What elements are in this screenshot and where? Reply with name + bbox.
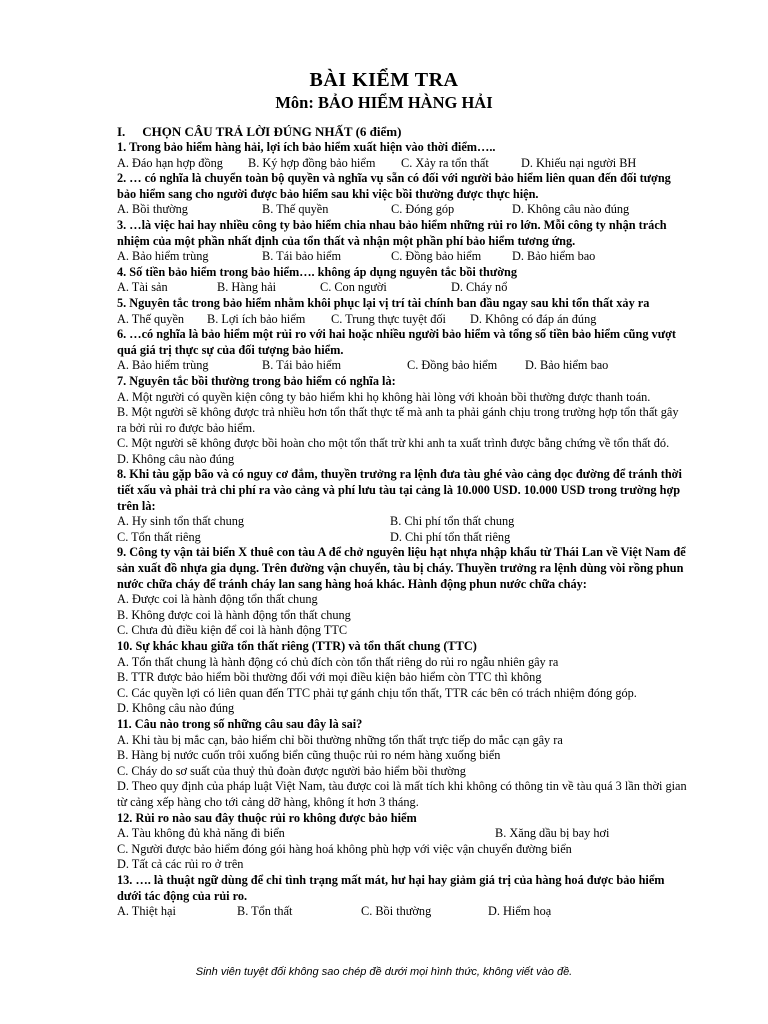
option-2d: D. Không câu nào đúng bbox=[512, 202, 630, 217]
option-6b: B. Tái bảo hiểm bbox=[262, 358, 342, 373]
option-11b: B. Hàng bị nước cuốn trôi xuống biển cũng thuộc rủi ro ném hàng xuống biển bbox=[117, 748, 501, 763]
option-3b: B. Tái bảo hiểm bbox=[262, 249, 342, 264]
question-6: 6. …có nghĩa là bảo hiểm một rủi ro với hai hoặc nhiều người bảo hiểm và tổng số tiền bảo hiểm cũng vượt quá giá trị thực sự của đối tượng bảo hiểm. bbox=[117, 327, 676, 357]
options-row-4 bbox=[117, 280, 687, 296]
option-4a: A. Tài sản bbox=[117, 280, 168, 295]
option-11d: D. Theo quy định của pháp luật Việt Nam, tàu được coi là mất tích khi không có thông tin về tàu quá 3 lần thời gian từ cảng xếp hàng cho tới cảng dỡ hàng, không ít hơn 3 tháng. bbox=[117, 779, 687, 809]
option-1a: A. Đáo hạn hợp đồng bbox=[117, 155, 223, 170]
question-2: 2. … có nghĩa là chuyển toàn bộ quyền và nghĩa vụ sẵn có đối với người bảo hiểm liên quan đến đối tượng bảo hiểm sang cho người được bảo hiểm sau khi việc bồi thường được thực hiện. bbox=[117, 171, 671, 201]
section-heading bbox=[117, 124, 401, 140]
option-2b: B. Thế quyền bbox=[262, 202, 329, 217]
option-13b: B. Tổn thất bbox=[237, 904, 293, 919]
option-4d: D. Cháy nổ bbox=[451, 280, 508, 295]
option-11c: C. Cháy do sơ suất của thuỷ thủ đoàn được người bảo hiểm bồi thường bbox=[117, 763, 466, 778]
option-10d: D. Không câu nào đúng bbox=[117, 701, 235, 716]
option-13a: A. Thiệt hại bbox=[117, 904, 176, 919]
options-row-8b bbox=[117, 530, 687, 546]
option-5d: D. Không có đáp án đúng bbox=[470, 311, 597, 326]
options-row-5 bbox=[117, 312, 687, 328]
options-row-8a bbox=[117, 514, 687, 530]
option-4c: C. Con người bbox=[320, 280, 387, 295]
option-8c: C. Tổn thất riêng bbox=[117, 529, 201, 544]
footer-note: Sinh viên tuyệt đối không sao chép đề dưới mọi hình thức, không viết vào đề. bbox=[195, 966, 573, 978]
option-3d: D. Bảo hiểm bao bbox=[512, 249, 596, 264]
option-2c: C. Đóng góp bbox=[391, 202, 455, 217]
question-12: 12. Rủi ro nào sau đây thuộc rủi ro không được bảo hiểm bbox=[117, 810, 417, 825]
option-12c: C. Người được bảo hiểm đóng gói hàng hoá không phù hợp với việc vận chuyển đường biển bbox=[117, 841, 572, 856]
question-1: 1. Trong bảo hiểm hàng hải, lợi ích bảo hiểm xuất hiện vào thời điểm….. bbox=[117, 140, 496, 154]
options-row-2 bbox=[117, 202, 687, 218]
option-3a: A. Bảo hiểm trùng bbox=[117, 249, 209, 264]
option-5a: A. Thế quyền bbox=[117, 311, 185, 326]
option-6d: D. Bảo hiểm bao bbox=[525, 358, 609, 373]
question-13: 13. …. là thuật ngữ dùng để chỉ tình trạng mất mát, hư hại hay giảm giá trị của hàng hoá được bảo hiểm dưới tác động của rủi ro. bbox=[117, 872, 665, 903]
section-number: I. bbox=[117, 124, 126, 139]
option-3c: C. Đồng bảo hiểm bbox=[391, 249, 482, 264]
option-7d: D. Không câu nào đúng bbox=[117, 451, 235, 466]
options-row-3 bbox=[117, 249, 687, 265]
option-10c: C. Các quyền lợi có liên quan đến TTC phải tự gánh chịu tổn thất, TTR các bên có trách nhiệm đóng góp. bbox=[117, 685, 637, 700]
option-8b: B. Chi phí tổn thất chung bbox=[390, 514, 515, 529]
option-11a: A. Khi tàu bị mắc cạn, bảo hiểm chỉ bồi thường những tổn thất trực tiếp do mắc cạn gây ra bbox=[117, 732, 563, 747]
option-10b: B. TTR được bảo hiểm bồi thường đối với mọi điều kiện bảo hiểm còn TTC thì không bbox=[117, 670, 542, 685]
option-6a: A. Bảo hiểm trùng bbox=[117, 358, 209, 373]
option-8d: D. Chi phí tổn thất riêng bbox=[390, 529, 511, 544]
page-title: BÀI KIỂM TRA bbox=[309, 69, 459, 91]
options-row-1 bbox=[117, 156, 687, 172]
option-4b: B. Hàng hải bbox=[217, 280, 277, 295]
section-title: CHỌN CÂU TRẢ LỜI ĐÚNG NHẤT (6 điểm) bbox=[142, 124, 402, 139]
questions-list bbox=[117, 140, 687, 920]
option-1c: C. Xảy ra tổn thất bbox=[401, 155, 489, 170]
option-8a: A. Hy sinh tổn thất chung bbox=[117, 514, 245, 529]
options-row-13 bbox=[117, 904, 687, 920]
option-13c: C. Bồi thường bbox=[361, 904, 432, 919]
option-1d: D. Khiếu nại người BH bbox=[521, 155, 637, 170]
option-12b: B. Xăng dầu bị bay hơi bbox=[495, 826, 610, 841]
options-row-6 bbox=[117, 358, 687, 374]
option-13d: D. Hiểm hoạ bbox=[488, 904, 552, 919]
option-1b: B. Ký hợp đồng bảo hiểm bbox=[248, 155, 376, 170]
options-row-12 bbox=[117, 826, 687, 842]
option-9b: B. Không được coi là hành động tổn thất chung bbox=[117, 607, 351, 622]
option-5b: B. Lợi ích bảo hiểm bbox=[207, 311, 306, 326]
option-9a: A. Được coi là hành động tổn thất chung bbox=[117, 592, 318, 607]
question-10: 10. Sự khác khau giữa tổn thất riêng (TTR) và tổn thất chung (TTC) bbox=[117, 639, 477, 653]
question-3: 3. …là việc hai hay nhiều công ty bảo hiểm chia nhau bảo hiểm những rủi ro lớn. Mỗi công ty nhận trách nhiệm của một phần nhất định của tổn thất và nhận một phần phí bảo hiểm tương ứng. bbox=[117, 217, 667, 248]
option-7b: B. Một người sẽ không được trả nhiều hơn tổn thất thực tế mà anh ta phải gánh chịu trong trường hợp tổn thất gây ra bởi rủi ro được bảo hiểm. bbox=[117, 405, 679, 435]
option-12a: A. Tàu không đủ khả năng đi biển bbox=[117, 826, 285, 841]
question-11: 11. Câu nào trong số những câu sau đây là sai? bbox=[117, 716, 363, 731]
question-8: 8. Khi tàu gặp bão và có nguy cơ đắm, thuyền trưởng ra lệnh đưa tàu ghé vào cảng dọc đường để tránh thời tiết xấu và phải trả chi phí ra vào cảng và phí lưu tàu tại cảng là 10.000 USD. 10.000 USD trong trường hợp trên là: bbox=[117, 467, 682, 513]
option-9c: C. Chưa đủ điều kiện để coi là hành động TTC bbox=[117, 623, 348, 638]
page-subtitle: Môn: BẢO HIỂM HÀNG HẢI bbox=[275, 93, 493, 112]
option-2a: A. Bồi thường bbox=[117, 202, 188, 217]
question-5: 5. Nguyên tắc trong bảo hiểm nhằm khôi phục lại vị trí tài chính ban đầu ngay sau khi tổn thất xảy ra bbox=[117, 295, 650, 310]
question-7: 7. Nguyên tắc bồi thường trong bảo hiểm có nghĩa là: bbox=[117, 373, 396, 388]
question-4: 4. Số tiền bảo hiểm trong bảo hiểm…. không áp dụng nguyên tắc bồi thường bbox=[117, 264, 518, 279]
option-5c: C. Trung thực tuyệt đối bbox=[331, 311, 446, 326]
question-9: 9. Công ty vận tải biển X thuê con tàu A để chở nguyên liệu hạt nhựa nhập khẩu từ Thái Lan về Việt Nam để sản xuất đồ nhựa gia dụng. Trên đường vận chuyển, tàu bị cháy. Thuyền trưởng ra lệnh dùng vòi rồng phun nước chữa cháy để tránh cháy lan sang hàng hoá khác. Hành động phun nước chữa cháy: bbox=[117, 545, 686, 591]
option-7a: A. Một người có quyền kiện công ty bảo hiểm khi họ không hài lòng với khoản bồi thường được thanh toán. bbox=[117, 389, 651, 404]
option-7c: C. Một người sẽ không được bồi hoàn cho một tổn thất trừ khi anh ta xuất trình được bằng chứng về tổn thất đó. bbox=[117, 436, 670, 451]
option-12d: D. Tất cả các rủi ro ở trên bbox=[117, 857, 244, 872]
option-6c: C. Đồng bảo hiểm bbox=[407, 358, 498, 373]
option-10a: A. Tổn thất chung là hành động có chủ đích còn tổn thất riêng do rủi ro ngẫu nhiên gây ra bbox=[117, 654, 559, 669]
